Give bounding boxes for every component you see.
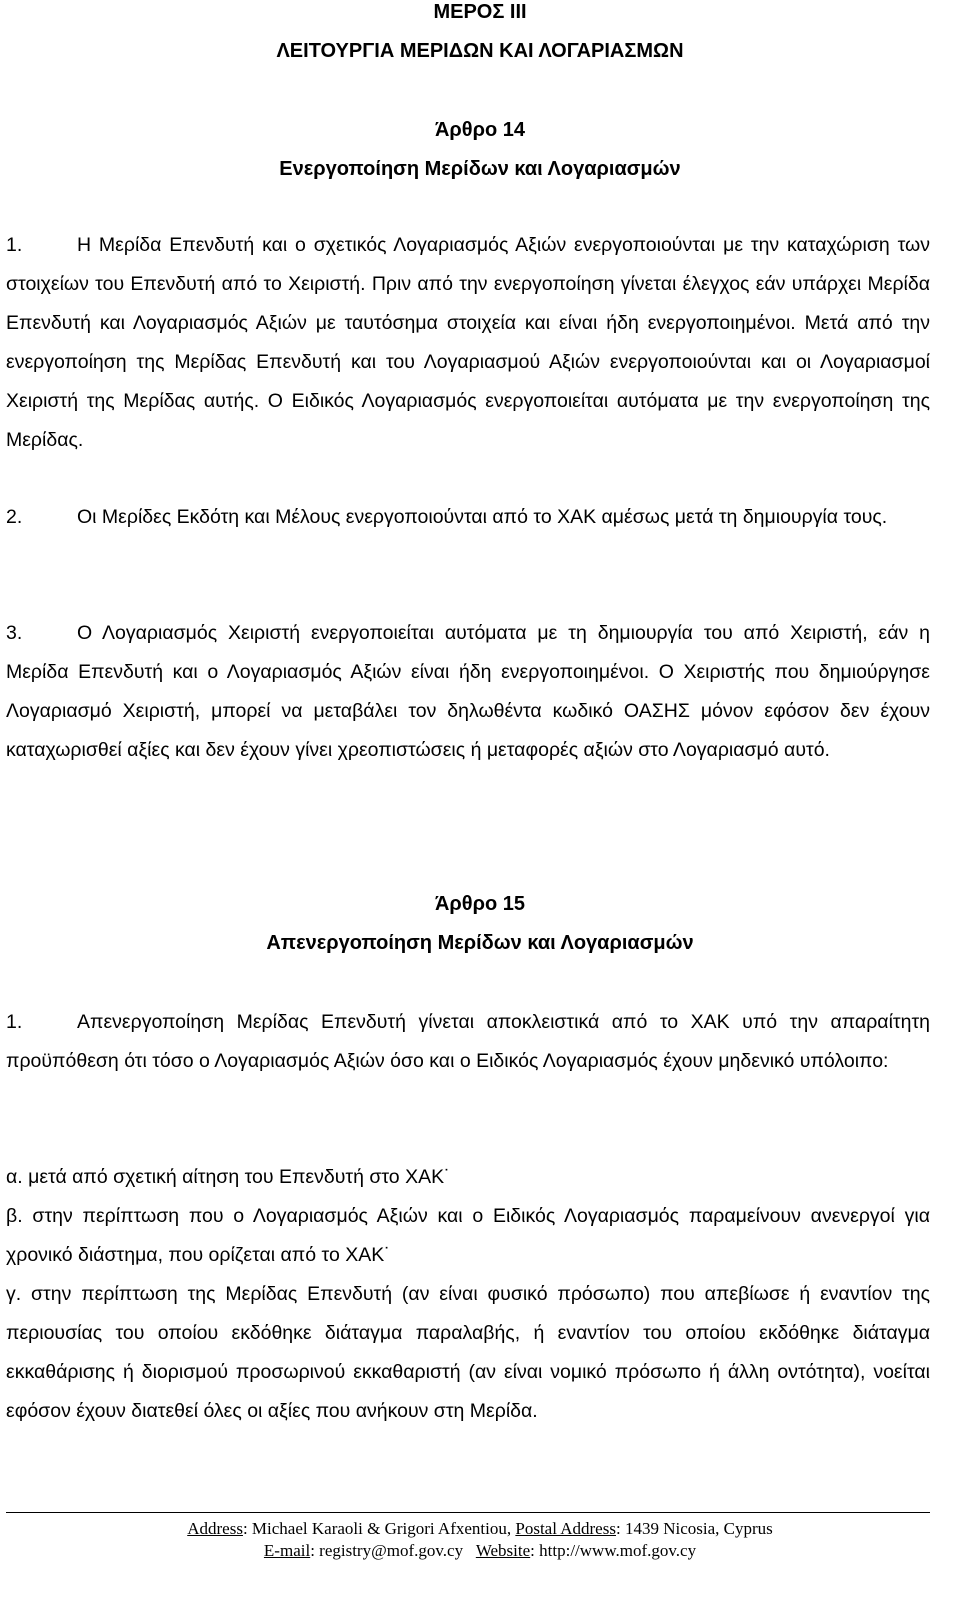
list-item-a: α. μετά από σχετική αίτηση του Επενδυτή στο ΧΑΚ˙ (6, 1166, 451, 1188)
paragraph-text: Η Μερίδα Επενδυτή και ο σχετικός Λογαριασμός Αξιών ενεργοποιούνται με την καταχώριση των στοιχείων του Επενδυτή από το Χειριστή. Πριν από την ενεργοποίηση γίνεται έλεγχος εάν υπάρχει Μερίδα Επενδυτή και Λογαριασμός Αξιών με ταυτόσημα στοιχεία και είναι ήδη ενεργοποιημένοι. Μετά από την ενεργοποίηση της Μερίδας Επενδυτή και του Λογαριασμού Αξιών ενεργοποιούνται και οι Λογαριασμοί Χειριστή της Μερίδας αυτής. Ο Ειδικός Λογαριασμός ενεργοποιείται αυτόματα με την ενεργοποίηση της Μερίδας. (6, 234, 930, 451)
article-14-paragraph-2 (6, 498, 930, 576)
footer-address-label: Address (187, 1519, 243, 1538)
footer-contact-line (0, 1540, 960, 1562)
paragraph-number: 1. (6, 1011, 23, 1033)
footer-postal-value: : 1439 Nicosia, Cyprus (615, 1519, 773, 1538)
article-15-paragraph-1 (6, 1003, 930, 1120)
paragraph-number: 3. (6, 622, 23, 644)
paragraph-number: 1. (6, 234, 23, 256)
list-item-c: γ. στην περίπτωση της Μερίδας Επενδυτή (αν είναι φυσικό πρόσωπο) που απεβίωσε ή εναντίον της περιουσίας του οποίου εκδόθηκε διάταγμα παραλαβής, ή εναντίον του οποίου εκδόθηκε διάταγμα εκκαθάρισης ή διορισμού προσωρινού εκκαθαριστή (αν είναι νομικό πρόσωπο ή άλλη οντότητα), νοείται εφόσον έχουν διατεθεί όλες οι αξίες που ανήκουν στη Μερίδα. (6, 1283, 930, 1422)
part-subtitle: ΛΕΙΤΟΥΡΓΙΑ ΜΕΡΙΔΩΝ ΚΑΙ ΛΟΓΑΡΙΑΣΜΩΝ (276, 40, 684, 62)
paragraph-number: 2. (6, 506, 23, 528)
article-15-title: Απενεργοποίηση Μερίδων και Λογαριασμών (266, 932, 694, 954)
article-14-paragraph-1 (6, 226, 930, 460)
article-15-number: Άρθρο 15 (434, 893, 526, 915)
part-title: ΜΕΡΟΣ ΙΙΙ (433, 1, 527, 23)
article-14-number: Άρθρο 14 (434, 119, 526, 141)
paragraph-text: Ο Λογαριασμός Χειριστή ενεργοποιείται αυτόματα με τη δημιουργία του από Χειριστή, εάν η Μερίδα Επενδυτή και ο Λογαριασμός Αξιών είναι ήδη ενεργοποιημένοι. Ο Χειριστής που δημιούργησε Λογαριασμό Χειριστή, μπορεί να μεταβάλει τον δηλωθέντα κωδικό ΟΑΣΗΣ μόνον εφόσον δεν έχουν καταχωρισθεί αξίες και δεν έχουν γίνει χρεοπιστώσεις ή μεταφορές αξιών στο Λογαριασμό αυτό. (6, 622, 930, 761)
footer-email-label: E-mail (263, 1541, 311, 1560)
footer-address-value: : Michael Karaoli & Grigori Afxentiou, (242, 1519, 516, 1538)
footer-email-value[interactable]: : registry@mof.gov.cy (310, 1541, 464, 1560)
article-14-paragraph-3 (6, 614, 930, 809)
footer-website-value[interactable]: : http://www.mof.gov.cy (530, 1541, 697, 1560)
footer-postal-label: Postal Address (515, 1519, 616, 1538)
paragraph-text: Απενεργοποίηση Μερίδας Επενδυτή γίνεται αποκλειστικά από το ΧΑΚ υπό την απαραίτητη προϋπόθεση ότι τόσο ο Λογαριασμός Αξιών όσο και ο Ειδικός Λογαριασμός έχουν μηδενικό υπόλοιπο: (6, 1011, 930, 1072)
article-14-title: Ενεργοποίηση Μερίδων και Λογαριασμών (279, 158, 681, 180)
footer-divider (6, 1512, 930, 1513)
list-item-b: β. στην περίπτωση που ο Λογαριασμός Αξιών και ο Ειδικός Λογαριασμός παραμείνουν ανενεργοί για χρονικό διάστημα, που ορίζεται από το ΧΑΚ˙ (6, 1205, 930, 1266)
footer-address-line (0, 1518, 960, 1540)
paragraph-text: Οι Μερίδες Εκδότη και Μέλους ενεργοποιούνται από το ΧΑΚ αμέσως μετά τη δημιουργία τους. (77, 506, 888, 528)
footer-website-label: Website (475, 1541, 531, 1560)
